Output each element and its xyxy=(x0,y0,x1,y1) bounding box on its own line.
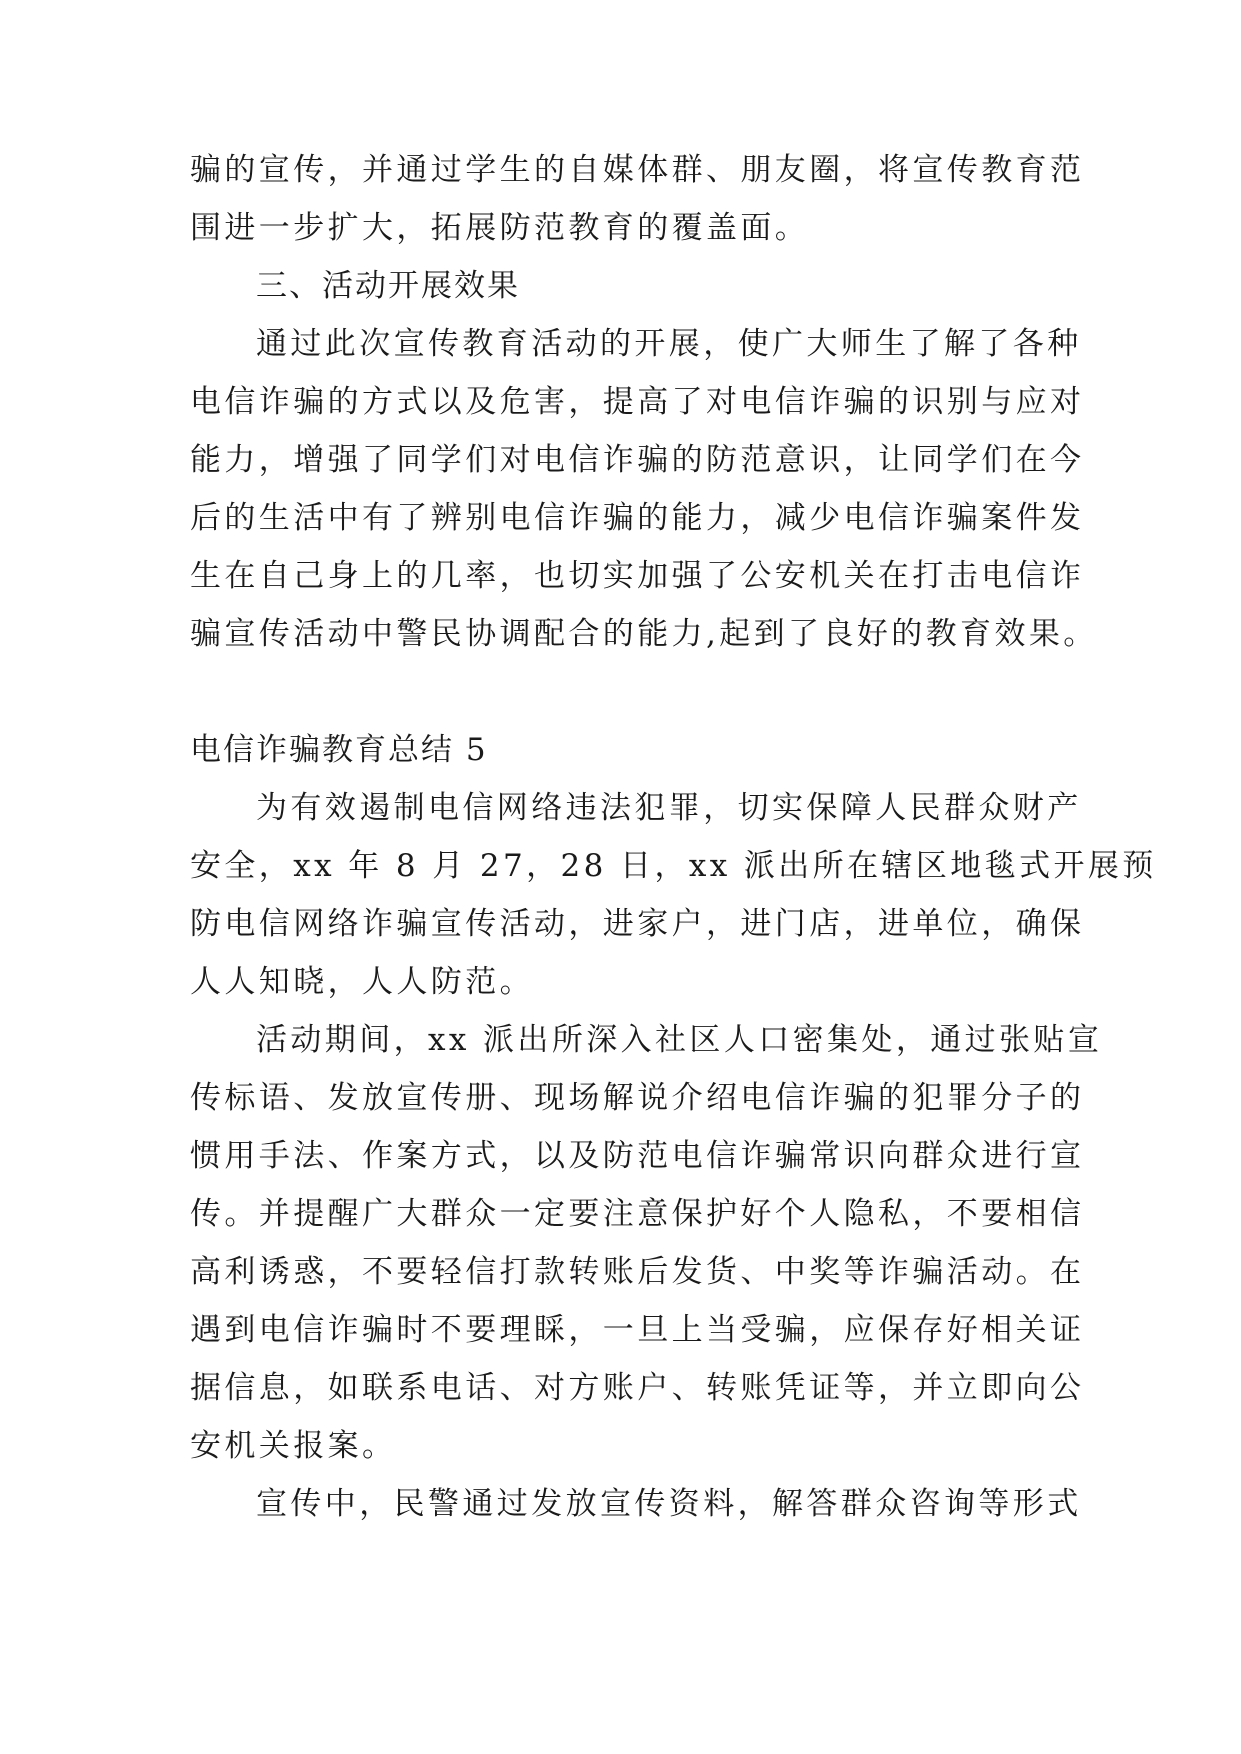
text-line: 后的生活中有了辨别电信诈骗的能力，减少电信诈骗案件发 xyxy=(190,500,1085,536)
document-title: 电信诈骗教育总结 5 xyxy=(190,732,488,768)
text-line: 生在自己身上的几率，也切实加强了公安机关在打击电信诈 xyxy=(190,558,1085,594)
text-line: 防电信网络诈骗宣传活动，进家户，进门店，进单位，确保 xyxy=(190,906,1085,942)
text-line: 传标语、发放宣传册、现场解说介绍电信诈骗的犯罪分子的 xyxy=(190,1080,1085,1116)
text-line: 围进一步扩大，拓展防范教育的覆盖面。 xyxy=(190,210,810,246)
text-line: 骗宣传活动中警民协调配合的能力,起到了良好的教育效果。 xyxy=(190,616,1098,652)
text-line: 惯用手法、作案方式，以及防范电信诈骗常识向群众进行宣 xyxy=(190,1138,1085,1174)
text-line: 骗的宣传，并通过学生的自媒体群、朋友圈，将宣传教育范 xyxy=(190,152,1085,188)
text-line: 活动期间，xx 派出所深入社区人口密集处，通过张贴宣 xyxy=(256,1022,1103,1058)
text-line: 传。并提醒广大群众一定要注意保护好个人隐私，不要相信 xyxy=(190,1196,1085,1232)
text-line: 安机关报案。 xyxy=(190,1428,397,1464)
text-line: 为有效遏制电信网络违法犯罪，切实保障人民群众财产 xyxy=(256,790,1082,826)
text-line: 据信息，如联系电话、对方账户、转账凭证等，并立即向公 xyxy=(190,1370,1085,1406)
text-line: 安全，xx 年 8 月 27，28 日，xx 派出所在辖区地毯式开展预 xyxy=(190,848,1157,884)
text-line: 高利诱惑，不要轻信打款转账后发货、中奖等诈骗活动。在 xyxy=(190,1254,1085,1290)
text-line: 电信诈骗的方式以及危害，提高了对电信诈骗的识别与应对 xyxy=(190,384,1085,420)
text-line: 通过此次宣传教育活动的开展，使广大师生了解了各种 xyxy=(256,326,1082,362)
text-line: 宣传中，民警通过发放宣传资料，解答群众咨询等形式 xyxy=(256,1486,1082,1522)
text-line: 能力，增强了同学们对电信诈骗的防范意识，让同学们在今 xyxy=(190,442,1085,478)
text-line: 遇到电信诈骗时不要理睬，一旦上当受骗，应保存好相关证 xyxy=(190,1312,1085,1348)
section-heading: 三、活动开展效果 xyxy=(256,268,520,304)
text-line: 人人知晓，人人防范。 xyxy=(190,964,534,1000)
